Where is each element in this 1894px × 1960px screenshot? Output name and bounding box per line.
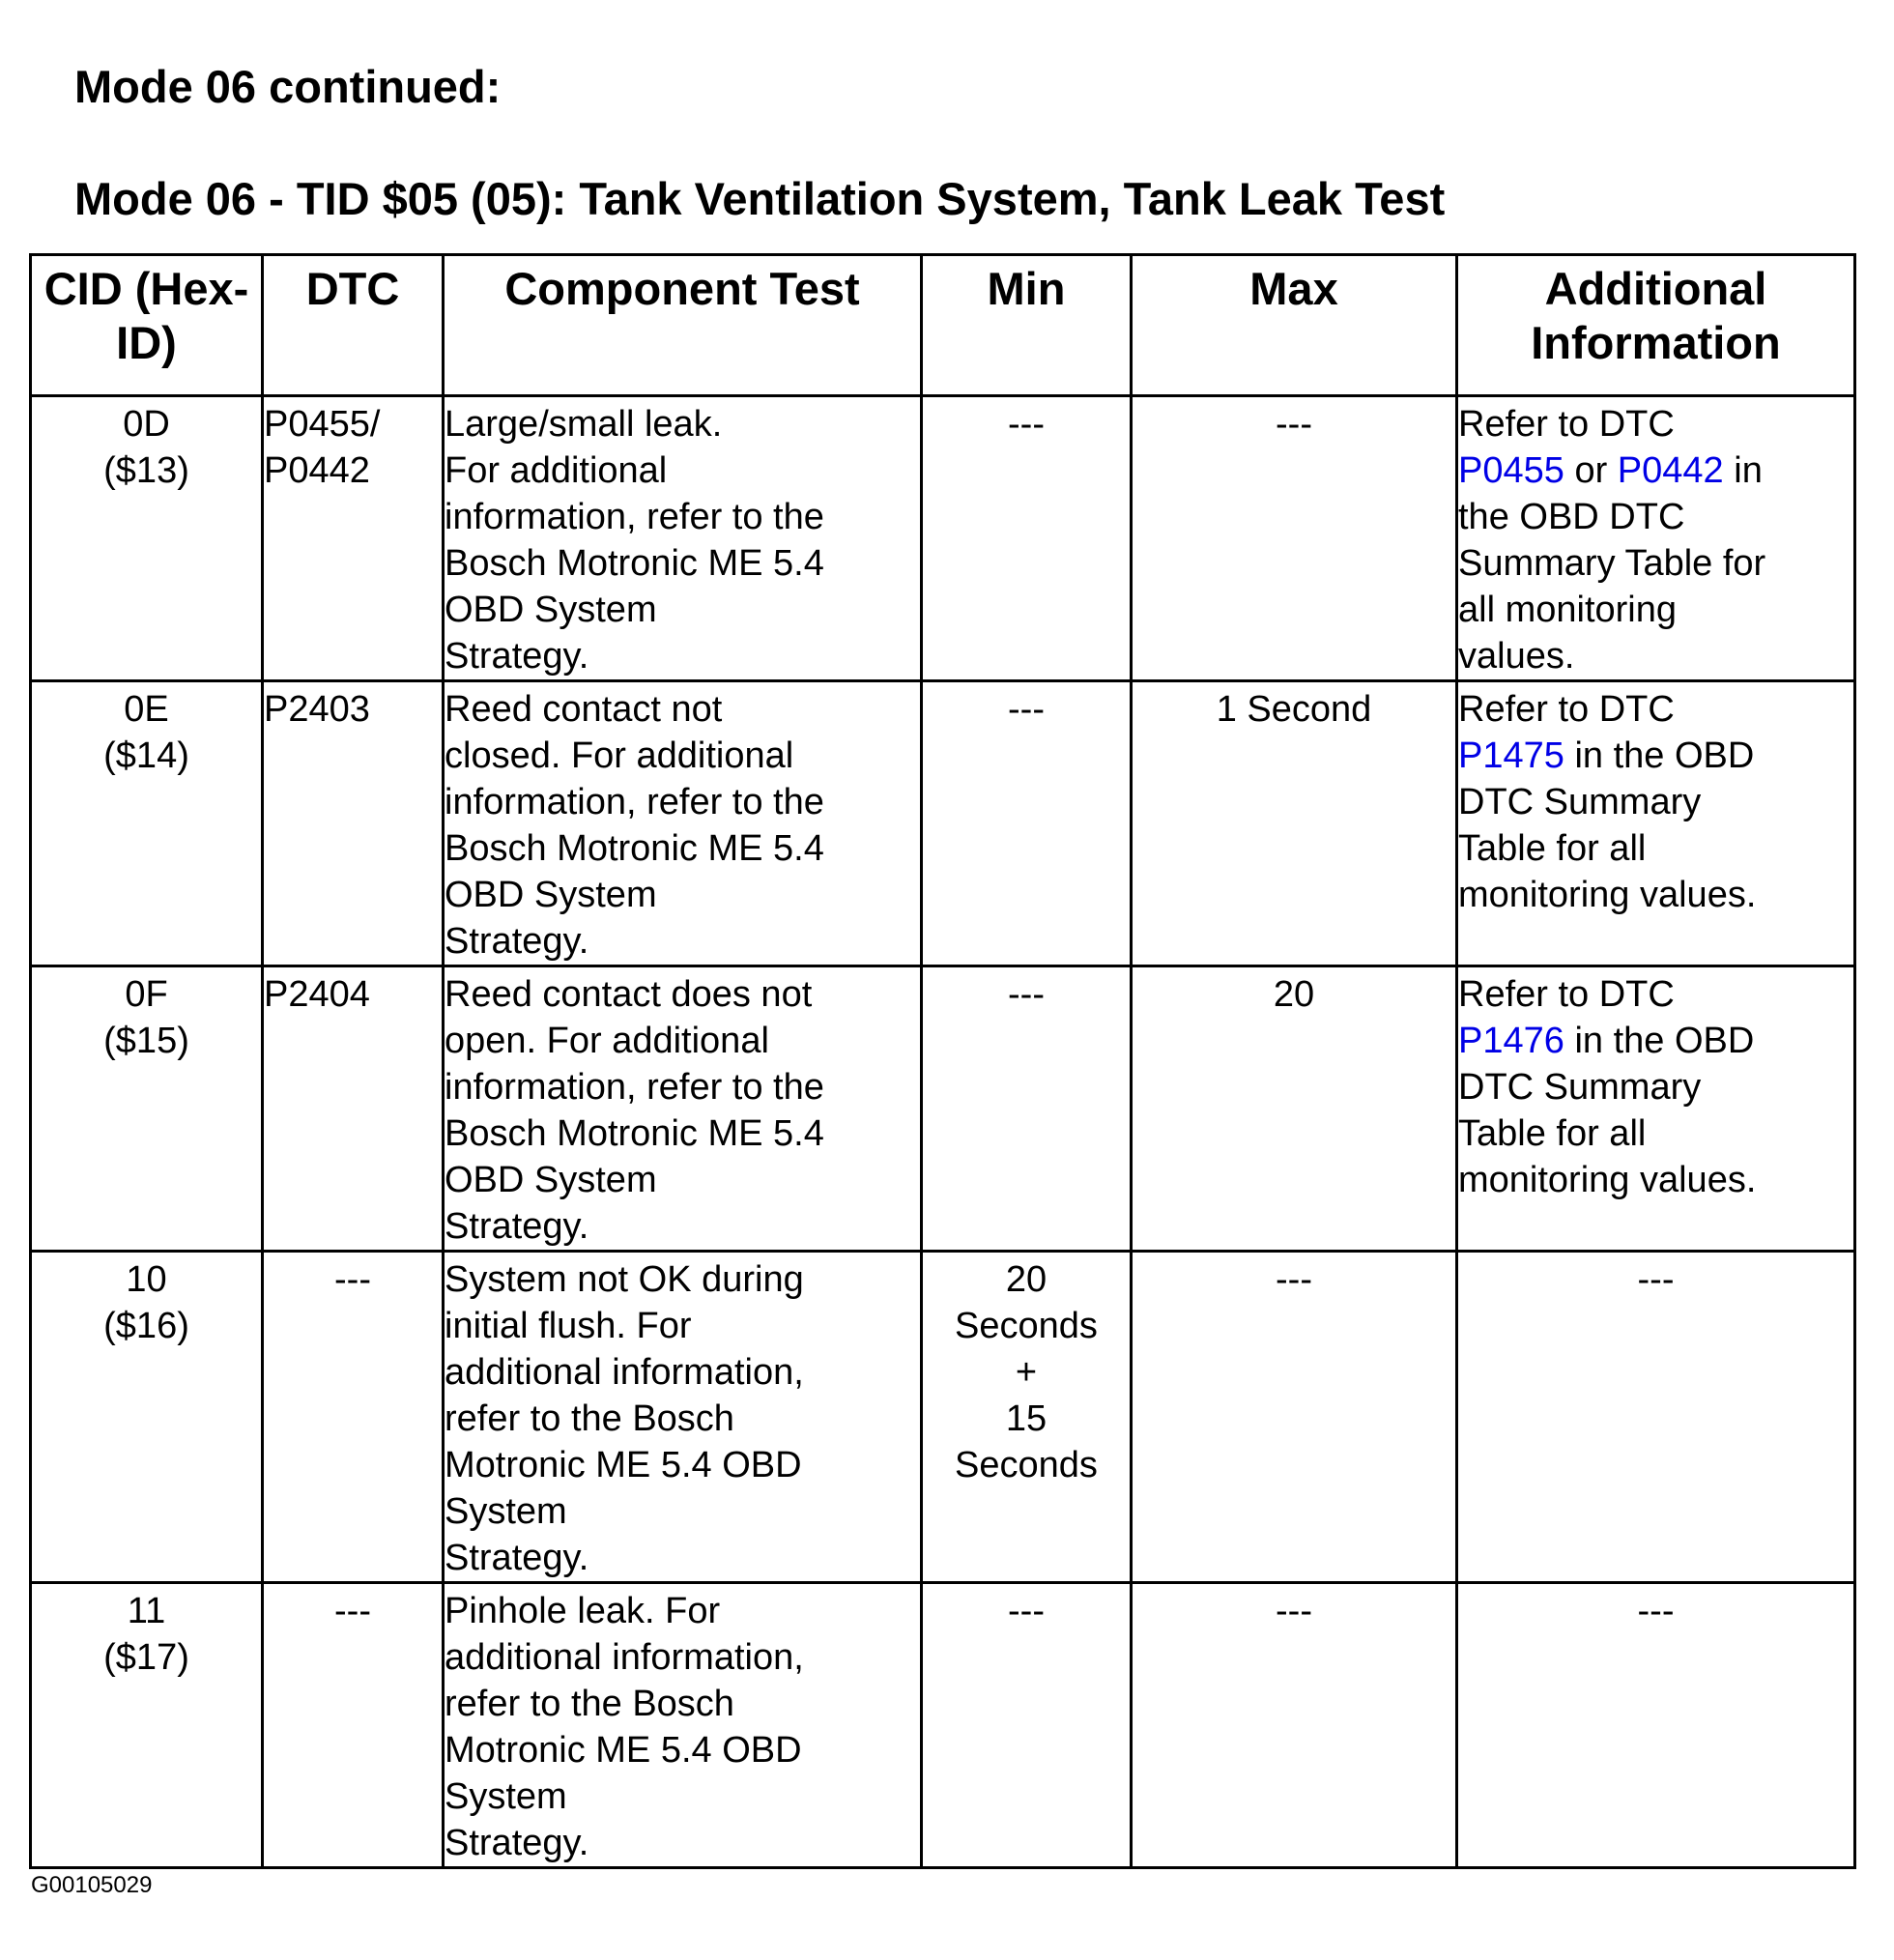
- header-additional-information: [1457, 255, 1855, 396]
- component-test-line: Reed contact does not: [445, 974, 813, 1015]
- figure-id-caption: G00105029: [31, 1872, 153, 1898]
- component-test-line: information, refer to the: [445, 1067, 824, 1108]
- table-row: [31, 1583, 1855, 1868]
- dtc-line: P2404: [264, 974, 370, 1015]
- cid-line: ($15): [103, 1021, 189, 1061]
- cid-line: 0D: [123, 404, 170, 445]
- table-row: [31, 396, 1855, 681]
- min-cell: [922, 1252, 1132, 1583]
- info-line: ---: [1637, 1259, 1675, 1300]
- min-line: 15: [1005, 1398, 1047, 1439]
- component-test-line: OBD System: [445, 590, 657, 630]
- table-row: [31, 1252, 1855, 1583]
- max-line: ---: [1276, 1259, 1312, 1300]
- info-line: DTC Summary: [1458, 782, 1702, 822]
- component-test-line: Strategy.: [445, 636, 589, 677]
- component-test-line: Large/small leak.: [445, 404, 723, 445]
- info-line: values.: [1458, 636, 1575, 677]
- component-test-line: initial flush. For: [445, 1306, 692, 1346]
- table-row: [31, 966, 1855, 1252]
- info-line-with-links: [1458, 1018, 1853, 1064]
- component-test-line: Strategy.: [445, 921, 589, 962]
- min-line: ---: [1008, 974, 1045, 1015]
- min-cell: [922, 681, 1132, 966]
- dtc-line: ---: [334, 1591, 371, 1631]
- additional-info-cell: [1457, 396, 1855, 681]
- max-cell: [1132, 1252, 1457, 1583]
- info-line: Refer to DTC: [1458, 404, 1675, 445]
- max-cell: [1132, 681, 1457, 966]
- cid-cell: [31, 396, 263, 681]
- component-test-line: OBD System: [445, 1160, 657, 1200]
- additional-info-cell: [1457, 966, 1855, 1252]
- component-test-line: refer to the Bosch: [445, 1398, 734, 1439]
- max-line: ---: [1276, 1591, 1312, 1631]
- info-joiner: or: [1564, 450, 1618, 491]
- dtc-line: P2403: [264, 689, 370, 730]
- min-line: Seconds: [955, 1306, 1098, 1346]
- min-line: ---: [1008, 1591, 1045, 1631]
- cid-line: ($17): [103, 1637, 189, 1678]
- component-test-line: additional information,: [445, 1352, 804, 1393]
- header-min: [922, 255, 1132, 396]
- cid-cell: [31, 1252, 263, 1583]
- cid-cell: [31, 1583, 263, 1868]
- mode06-tid05-table: [29, 253, 1856, 1869]
- additional-info-cell: [1457, 681, 1855, 966]
- component-test-line: additional information,: [445, 1637, 804, 1678]
- dtc-line: P0455/: [264, 404, 381, 445]
- min-cell: [922, 966, 1132, 1252]
- component-test-line: System: [445, 1776, 567, 1817]
- component-test-line: Motronic ME 5.4 OBD: [445, 1445, 802, 1485]
- component-test-line: information, refer to the: [445, 782, 824, 822]
- info-line-with-links: [1458, 447, 1853, 494]
- component-test-cell: [444, 966, 922, 1252]
- info-line: the OBD DTC: [1458, 497, 1685, 537]
- component-test-line: Pinhole leak. For: [445, 1591, 721, 1631]
- min-line: +: [1015, 1352, 1038, 1393]
- section-heading-continued: Mode 06 continued:: [74, 61, 502, 112]
- header-additional-information-line-2: Information: [1531, 317, 1781, 368]
- info-line: Summary Table for: [1458, 543, 1766, 584]
- component-test-cell: [444, 1252, 922, 1583]
- dtc-line: ---: [334, 1259, 371, 1300]
- dtc-cell: [263, 396, 444, 681]
- dtc-cell: [263, 681, 444, 966]
- dtc-line: P0442: [264, 450, 370, 491]
- cid-line: 10: [126, 1259, 167, 1300]
- info-line: ---: [1637, 1591, 1675, 1631]
- max-cell: [1132, 1583, 1457, 1868]
- component-test-cell: [444, 396, 922, 681]
- dtc-link-p0455[interactable]: P0455: [1458, 450, 1564, 491]
- table-header-row: [31, 255, 1855, 396]
- component-test-line: Reed contact not: [445, 689, 723, 730]
- component-test-line: System not OK during: [445, 1259, 804, 1300]
- info-line: Refer to DTC: [1458, 689, 1675, 730]
- min-line: ---: [1008, 689, 1045, 730]
- header-dtc: [263, 255, 444, 396]
- info-line: monitoring values.: [1458, 875, 1757, 915]
- info-line: Table for all: [1458, 828, 1647, 869]
- header-cid-line-2: (Hex-ID): [116, 263, 249, 368]
- dtc-link-p0442[interactable]: P0442: [1617, 450, 1724, 491]
- dtc-cell: [263, 1583, 444, 1868]
- component-test-line: OBD System: [445, 875, 657, 915]
- component-test-line: closed. For additional: [445, 735, 794, 776]
- component-test-line: refer to the Bosch: [445, 1684, 734, 1724]
- header-max-line-1: Max: [1249, 263, 1338, 314]
- additional-info-cell: [1457, 1583, 1855, 1868]
- additional-info-cell: [1457, 1252, 1855, 1583]
- header-additional-information-line-1: Additional: [1544, 263, 1767, 314]
- component-test-line: open. For additional: [445, 1021, 769, 1061]
- component-test-cell: [444, 681, 922, 966]
- header-dtc-line-1: DTC: [305, 263, 400, 314]
- cid-cell: [31, 966, 263, 1252]
- min-line: 20: [1005, 1259, 1047, 1300]
- cid-line: ($14): [103, 735, 189, 776]
- header-cid-line-1: CID: [43, 263, 123, 314]
- component-test-line: Strategy.: [445, 1206, 589, 1247]
- component-test-line: information, refer to the: [445, 497, 824, 537]
- cid-cell: [31, 681, 263, 966]
- info-line: monitoring values.: [1458, 1160, 1757, 1200]
- info-line: DTC Summary: [1458, 1067, 1702, 1108]
- cid-line: 0F: [125, 974, 168, 1015]
- component-test-line: Bosch Motronic ME 5.4: [445, 543, 824, 584]
- dtc-cell: [263, 966, 444, 1252]
- dtc-cell: [263, 1252, 444, 1583]
- header-cid: [31, 255, 263, 396]
- dtc-link-p1476[interactable]: P1476: [1458, 1021, 1564, 1061]
- max-cell: [1132, 966, 1457, 1252]
- component-test-line: Strategy.: [445, 1823, 589, 1863]
- component-test-cell: [444, 1583, 922, 1868]
- max-cell: [1132, 396, 1457, 681]
- table-title: Mode 06 - TID $05 (05): Tank Ventilation System, Tank Leak Test: [74, 173, 1446, 224]
- info-after-links: in the OBD: [1564, 735, 1755, 776]
- max-line: 1 Second: [1216, 689, 1372, 730]
- info-after-links: in: [1723, 450, 1763, 491]
- component-test-line: System: [445, 1491, 567, 1532]
- info-line: all monitoring: [1458, 590, 1677, 630]
- dtc-link-p1475[interactable]: P1475: [1458, 735, 1564, 776]
- component-test-line: Bosch Motronic ME 5.4: [445, 828, 824, 869]
- component-test-line: Motronic ME 5.4 OBD: [445, 1730, 802, 1771]
- header-min-line-1: Min: [987, 263, 1066, 314]
- min-cell: [922, 1583, 1132, 1868]
- component-test-line: For additional: [445, 450, 668, 491]
- cid-line: ($16): [103, 1306, 189, 1346]
- min-line: ---: [1008, 404, 1045, 445]
- max-line: ---: [1276, 404, 1312, 445]
- min-cell: [922, 396, 1132, 681]
- header-component-test: [444, 255, 922, 396]
- min-line: Seconds: [955, 1445, 1098, 1485]
- info-line: Table for all: [1458, 1113, 1647, 1154]
- cid-line: 0E: [124, 689, 169, 730]
- info-line-with-links: [1458, 733, 1853, 779]
- table-row: [31, 681, 1855, 966]
- component-test-line: Strategy.: [445, 1538, 589, 1578]
- header-max: [1132, 255, 1457, 396]
- cid-line: 11: [127, 1591, 166, 1631]
- component-test-line: Bosch Motronic ME 5.4: [445, 1113, 824, 1154]
- info-after-links: in the OBD: [1564, 1021, 1755, 1061]
- cid-line: ($13): [103, 450, 189, 491]
- header-component-test-line-1: Component Test: [504, 263, 860, 314]
- max-line: 20: [1273, 974, 1315, 1015]
- info-line: Refer to DTC: [1458, 974, 1675, 1015]
